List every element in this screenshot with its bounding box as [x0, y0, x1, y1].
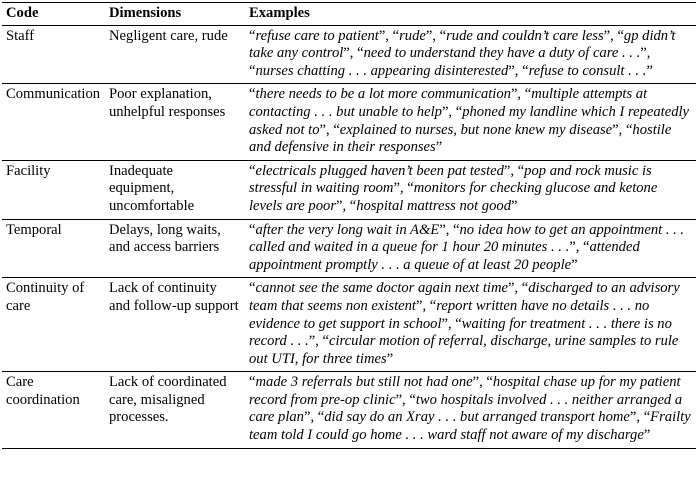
example-quote: explained to nurses, but none knew my disease — [339, 121, 613, 138]
example-quote: waiting for treatment . . . there is no record . . . — [249, 315, 672, 350]
example-quote: attended appointment promptly . . . a queue of at least 20 people — [249, 239, 640, 273]
table-row — [2, 219, 696, 278]
header-row — [2, 3, 696, 26]
example-quote: made 3 referrals but still not had one — [255, 374, 473, 391]
table-row — [2, 84, 696, 160]
cell-examples: “there needs to be a lot more communication”, “multiple attempts at contacting . . . but unable to help”, “phoned my landline which I repeatedly asked not to”, “explained to nurses, but none knew my disease”, “hostile and defensive in their responses” — [249, 86, 690, 156]
header-dimensions: Dimensions — [109, 5, 182, 21]
cell-examples: “refuse care to patient”, “rude”, “rude and couldn’t care less”, “gp didn’t take any control”, “need to understand they have a duty of care . . .”, “nurses chatting . . . appearing disinterested”, “refuse to consult . . .” — [249, 27, 676, 79]
cell-examples: “cannot see the same doctor again next time”, “discharged to an advisory team that seems non existent”, “report written have no details . . . no evidence to get support in school”, “waiting for treatment . . . there is no record . . .”, “circular motion of referral, discharge, urine samples to rule out UTI, for three times” — [249, 280, 680, 367]
example-quote: did say do an Xray . . . but arranged transport home — [324, 409, 630, 426]
table-header — [2, 3, 696, 26]
example-quote: after the very long wait in A&E — [255, 221, 440, 238]
cell-code: Care coordination — [6, 374, 80, 408]
example-quote: hostile and defensive in their responses — [249, 121, 672, 156]
cell-dimensions: Negligent care, rude — [109, 27, 228, 44]
cell-code: Continuity of care — [6, 280, 85, 314]
cell-code: Communication — [6, 86, 101, 103]
example-quote: monitors for checking glucose and ketone levels are poor — [249, 180, 658, 214]
cell-dimensions: Poor explanation, unhelpful responses — [109, 86, 226, 120]
header-examples: Examples — [249, 5, 310, 21]
cell-dimensions: Lack of continuity and follow-up support — [109, 280, 239, 314]
table-body — [2, 25, 696, 448]
example-quote: refuse to consult . . . — [528, 62, 647, 79]
cell-code: Facility — [6, 162, 51, 179]
cell-code: Staff — [6, 27, 35, 44]
example-quote: Frailty team told I could go home . . . ward staff not aware of my discharge — [249, 409, 691, 444]
example-quote: need to understand they have a duty of care . . . — [363, 45, 641, 62]
example-quote: circular motion of referral, discharge, urine samples to rule out UTI, for three times — [249, 333, 679, 367]
cell-examples: “electricals plugged haven’t been pat tested”, “pop and rock music is stressful in waiting room”, “monitors for checking glucose and ketone levels are poor”, “hospital mattress not good” — [249, 162, 658, 214]
coding-table — [2, 2, 696, 449]
example-quote: multiple attempts at contacting . . . but unable to help — [249, 86, 648, 120]
table-row — [2, 372, 696, 448]
cell-code: Temporal — [6, 221, 62, 238]
cell-examples: “after the very long wait in A&E”, “no idea how to get an appointment . . . called and waited in a queue for 1 hour 20 minutes . . .”, “attended appointment promptly . . . a queue of at least 20 people” — [249, 221, 685, 273]
example-quote: hospital chase up for my patient record from pre-op clinic — [249, 374, 681, 408]
example-quote: rude — [399, 27, 426, 44]
example-quote: refuse care to patient — [255, 27, 379, 44]
example-quote: there needs to be a lot more communication — [255, 86, 511, 103]
example-quote: report written have no details . . . no evidence to get support in school — [249, 297, 650, 332]
example-quote: nurses chatting . . . appearing disinterested — [255, 62, 509, 79]
cell-dimensions: Inadequate equipment, uncomfortable — [109, 162, 195, 214]
cell-dimensions: Lack of coordinated care, misaligned processes. — [109, 374, 227, 426]
table-row — [2, 278, 696, 372]
table-row — [2, 160, 696, 219]
example-quote: rude and couldn’t care less — [446, 27, 604, 44]
header-code: Code — [6, 5, 39, 21]
cell-dimensions: Delays, long waits, and access barriers — [109, 221, 221, 256]
example-quote: electricals plugged haven’t been pat tested — [255, 162, 504, 179]
example-quote: no idea how to get an appointment . . . called and waited in a queue for 1 hour 20 minutes . . . — [249, 221, 685, 256]
example-quote: gp didn’t take any control — [249, 27, 676, 62]
cell-examples: “made 3 referrals but still not had one”, “hospital chase up for my patient record from pre-op clinic”, “two hospitals involved . . . neither arranged a care plan”, “did say do an Xray . . . but arranged transport home”, “Frailty team told I could go home . . . ward staff not aware of my discharge” — [249, 374, 691, 444]
example-quote: pop and rock music is stressful in waiting room — [249, 162, 652, 197]
example-quote: discharged to an advisory team that seems non existent — [249, 280, 680, 314]
table-row — [2, 25, 696, 84]
example-quote: hospital mattress not good — [356, 197, 511, 214]
example-quote: two hospitals involved . . . neither arranged a care plan — [249, 391, 683, 426]
example-quote: phoned my landline which I repeatedly asked not to — [249, 103, 690, 138]
example-quote: cannot see the same doctor again next time — [255, 280, 508, 297]
